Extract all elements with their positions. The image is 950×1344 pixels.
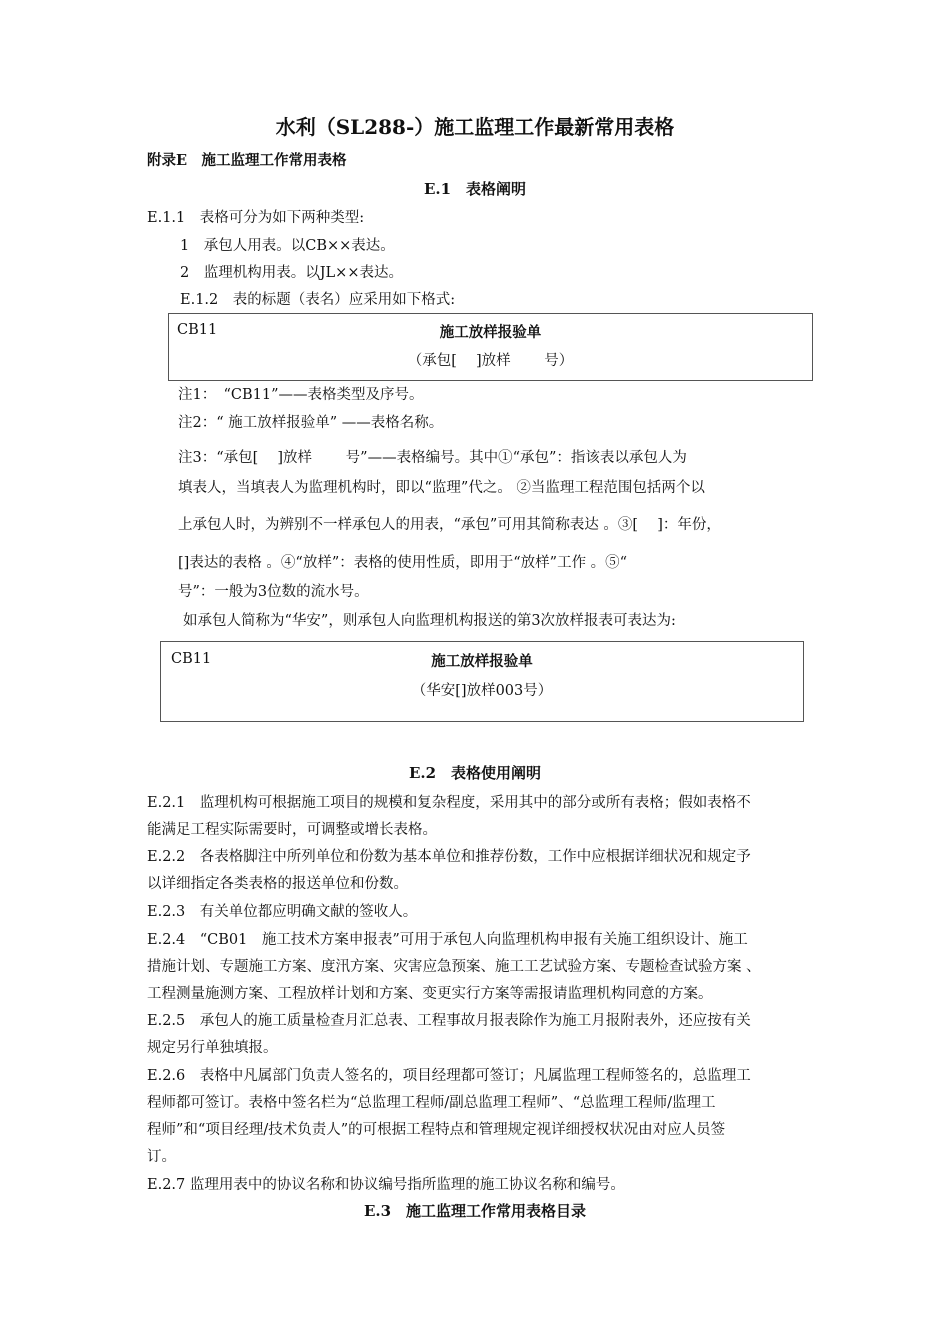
e2-line: E.2.7 监理用表中的协议名称和协议编号指所监理的施工协议名称和编号。 [147,1177,625,1193]
note3-line: 注3：“承包[ ]放样 号”——表格编号。其中①“承包”：指该表以承包人为 [178,450,687,466]
section-e3-heading: E.3 施工监理工作常用表格目录 [363,1202,587,1220]
e2-line: 程师”和“项目经理/技术负责人”的可根据工程特点和管理规定视详细授权状况由对应人员签 [147,1122,726,1138]
e2-line: E.2.5 承包人的施工质量检查月汇总表、工程事故月报表除作为施工月报附表外，还应按有关 [147,1013,751,1029]
type2-text: 2 监理机构用表。以JL××表达。 [180,265,403,281]
e112-text: E.1.2 表的标题（表名）应采用如下格式: [180,292,456,308]
box2-number: （华安[]放样003号） [411,683,553,699]
e2-line: E.2.4 “CB01 施工技术方案申报表”可用于承包人向监理机构申报有关施工组织设计、施工 [147,932,748,948]
e2-line: E.2.6 表格中凡属部门负责人签名的，项目经理都可签订；凡属监理工程师签名的，总监理工 [147,1068,751,1084]
e2-line: E.2.3 有关单位都应明确文献的签收人。 [147,904,418,920]
e2-line: 规定另行单独填报。 [147,1040,278,1056]
e2-line: 工程测量施测方案、工程放样计划和方案、变更实行方案等需报请监理机构同意的方案。 [147,986,713,1002]
appendix-heading: 附录E 施工监理工作常用表格 [147,152,347,169]
e2-line: 程师都可签订。表格中签名栏为“总监理工程师/副总监理工程师”、“总监理工程师/监理工 [147,1095,716,1111]
e2-line: E.2.2 各表格脚注中所列单位和份数为基本单位和推荐份数，工作中应根据详细状况和规定予 [147,849,751,865]
section-e1-heading: E.1 表格阐明 [423,180,527,198]
box1-name: 施工放样报验单 [439,324,542,341]
box1-code: CB11 [177,322,218,338]
e2-line: 能满足工程实际需要时，可调整或增长表格。 [147,822,437,838]
box2-code: CB11 [171,651,212,667]
document-title: 水利（SL288-）施工监理工作最新常用表格 [275,115,675,139]
box2-name: 施工放样报验单 [431,653,533,670]
note3-line: 上承包人时，为辨别不一样承包人的用表，“承包”可用其简称表达 。③[ ]：年份， [178,517,721,533]
example-text: 如承包人简称为“华安”，则承包人向监理机构报送的第3次放样报表可表达为: [183,613,676,629]
e2-line: 措施计划、专题施工方案、度汛方案、灾害应急预案、施工工艺试验方案、专题检查试验方案 、 [147,959,761,975]
box1-number: （承包[ ]放样 号） [407,353,574,369]
e111-text: E.1.1 表格可分为如下两种类型: [147,210,365,226]
format-box-template [168,313,813,381]
format-box-example [160,641,804,722]
e2-line: 订。 [147,1149,176,1165]
type1-text: 1 承包人用表。以CB××表达。 [180,238,395,254]
note3-line: 填表人，当填表人为监理机构时，即以“监理”代之。 ②当监理工程范围包括两个以 [178,480,705,496]
section-e2-heading: E.2 表格使用阐明 [408,764,542,782]
note1-text: 注1： “CB11”——表格类型及序号。 [178,387,424,403]
e2-line: 以详细指定各类表格的报送单位和份数。 [147,876,408,892]
note2-text: 注2：“ 施工放样报验单” ——表格名称。 [178,415,444,431]
note3-line: []表达的表格 。④“放样”：表格的使用性质，即用于“放样”工作 。⑤“ [178,555,628,571]
note3-line: 号”：一般为3位数的流水号。 [178,584,369,600]
e2-line: E.2.1 监理机构可根据施工项目的规模和复杂程度，采用其中的部分或所有表格；假如表格不 [147,795,751,811]
